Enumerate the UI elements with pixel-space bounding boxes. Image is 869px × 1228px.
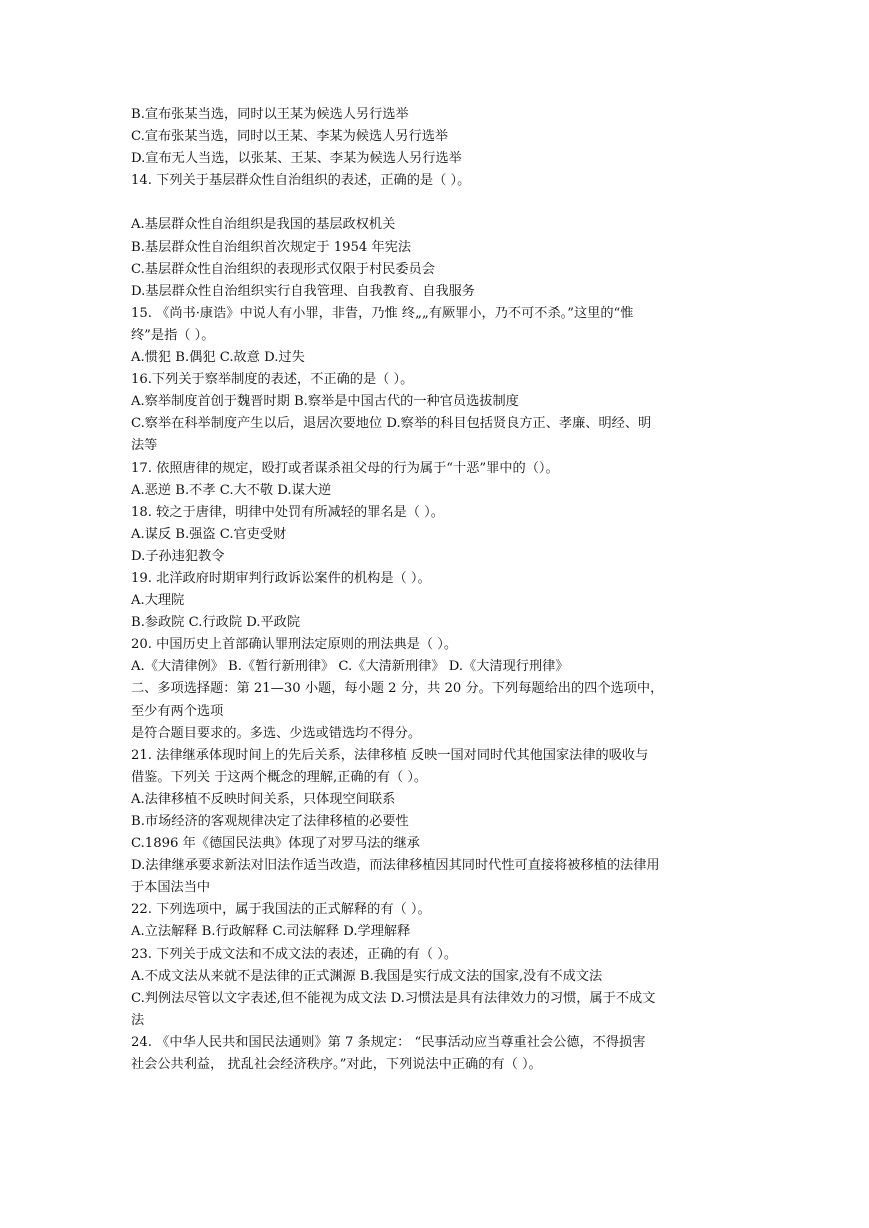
document-body bbox=[131, 104, 749, 1076]
text-line: 终”是指（ ）。 bbox=[131, 327, 215, 343]
text-line: B.宣布张某当选，同时以王某为候选人另行选举 bbox=[131, 107, 409, 122]
text-line: 18. 较之于唐律，明律中处罚有所减轻的罪名是（ ）。 bbox=[131, 504, 444, 520]
text-line: 于本国法当中 bbox=[131, 880, 211, 896]
text-line: 社会公共利益， 扰乱社会经济秩序。”对此，下列说法中正确的有（ ）。 bbox=[131, 1057, 542, 1073]
text-line: 14. 下列关于基层群众性自治组织的表述，正确的是（ ）。 bbox=[131, 173, 471, 189]
text-line: C.基层群众性自治组织的表现形式仅限于村民委员会 bbox=[131, 261, 435, 277]
text-line: A.惯犯 B.偶犯 C.故意 D.过失 bbox=[131, 350, 305, 366]
text-line: C.察举在科举制度产生以后，退居次要地位 D.察举的科目包括贤良方正、孝廉、明经、明 bbox=[131, 416, 652, 432]
text-line: 20. 中国历史上首部确认罪刑法定原则的刑法典是（ ）。 bbox=[131, 637, 458, 653]
text-line: 至少有两个选项 bbox=[131, 703, 224, 719]
text-line: 是符合题目要求的。多选、少选或错选均不得分。 bbox=[131, 725, 422, 741]
text-line: A.法律移植不反映时间关系，只体现空间联系 bbox=[131, 791, 396, 807]
text-line: 23. 下列关于成文法和不成文法的表述，正确的有（ ）。 bbox=[131, 946, 458, 962]
text-line: 法等 bbox=[131, 438, 158, 454]
text-line: 借鉴。下列关 于这两个概念的理解,正确的有（ ）。 bbox=[131, 769, 428, 785]
text-line: A.谋反 B.强盗 C.官吏受财 bbox=[131, 526, 287, 542]
text-line: 19. 北洋政府时期审判行政诉讼案件的机构是（ ）。 bbox=[131, 570, 431, 586]
text-line: 法 bbox=[131, 1012, 145, 1028]
text-line: 二、多项选择题：第 21—30 小题，每小题 2 分，共 20 分。下列每题给出的四个选项中， bbox=[131, 681, 664, 697]
text-line: C.1896 年《德国民法典》体现了对罗马法的继承 bbox=[131, 836, 420, 852]
text-line: D.法律继承要求新法对旧法作适当改造，而法律移植因其同时代性可直接将被移植的法律用 bbox=[131, 858, 660, 874]
text-line: D.子孙违犯教令 bbox=[131, 548, 225, 564]
text-line: A.不成文法从来就不是法律的正式渊源 B.我国是实行成文法的国家,没有不成文法 bbox=[131, 968, 603, 984]
text-line: 17. 依照唐律的规定，殴打或者谋杀祖父母的行为属于“十恶”罪中的（）。 bbox=[131, 460, 559, 476]
text-line: B.参政院 C.行政院 D.平政院 bbox=[131, 615, 301, 631]
text-line: A.察举制度首创于魏晋时期 B.察举是中国古代的一种官员选拔制度 bbox=[131, 394, 519, 410]
text-line: A.立法解释 B.行政解释 C.司法解释 D.学理解释 bbox=[131, 924, 411, 940]
text-line: A.《大清律例》 B.《暂行新刑律》 C.《大清新刑律》 D.《大清现行刑律》 bbox=[131, 659, 569, 675]
blank-line bbox=[131, 192, 749, 214]
text-line: A.大理院 bbox=[131, 593, 185, 609]
text-line: 22. 下列选项中，属于我国法的正式解释的有（ ）。 bbox=[131, 902, 431, 918]
text-line: B.基层群众性自治组织首次规定于 1954 年宪法 bbox=[131, 239, 412, 255]
text-line: 15. 《尚书·康诰》中说人有小罪，非眚，乃惟 终„„有厥罪小，乃不可不杀。”这里的“惟 bbox=[131, 305, 634, 321]
text-line: 16.下列关于察举制度的表述，不正确的是（ ）。 bbox=[131, 372, 414, 388]
text-line: A.基层群众性自治组织是我国的基层政权机关 bbox=[131, 217, 396, 233]
text-line: D.宣布无人当选，以张某、王某、李某为候选人另行选举 bbox=[131, 151, 462, 167]
text-line: C.判例法尽管以文字表述,但不能视为成文法 D.习惯法是具有法律效力的习惯，属于不成文 bbox=[131, 990, 656, 1006]
text-line: C.宣布张某当选，同时以王某、李某为候选人另行选举 bbox=[131, 129, 449, 145]
text-line: 24. 《中华人民共和国民法通则》第 7 条规定： “民事活动应当尊重社会公德，不得损害 bbox=[131, 1034, 646, 1050]
text-line: A.恶逆 B.不孝 C.大不敬 D.谋大逆 bbox=[131, 482, 332, 498]
text-line: D.基层群众性自治组织实行自我管理、自我教育、自我服务 bbox=[131, 283, 475, 299]
text-line: 21. 法律继承体现时间上的先后关系，法律移植 反映一国对同时代其他国家法律的吸收与 bbox=[131, 747, 649, 763]
text-line: B.市场经济的客观规律决定了法律移植的必要性 bbox=[131, 814, 409, 829]
